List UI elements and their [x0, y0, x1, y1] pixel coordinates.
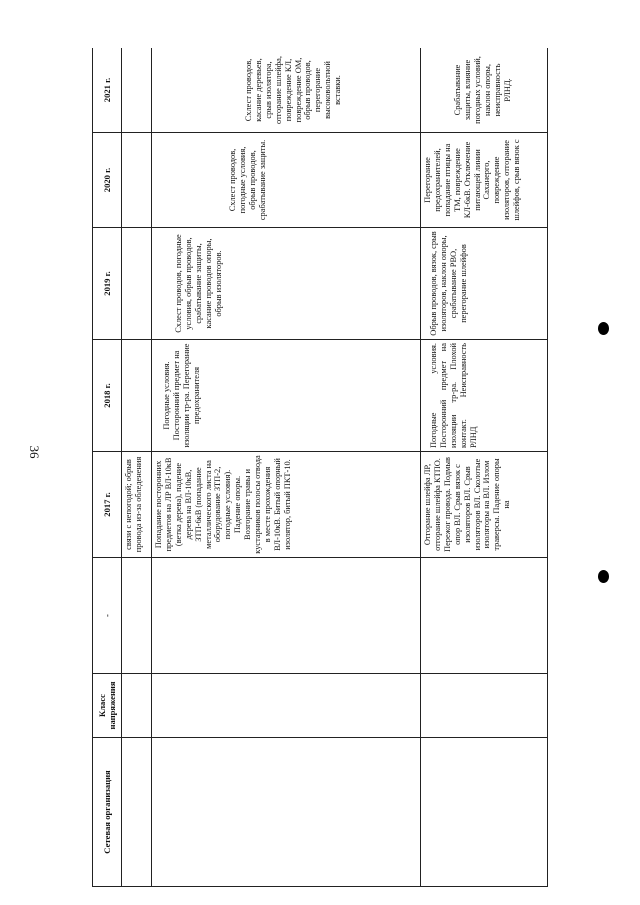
punch-hole-top — [598, 322, 609, 335]
table-row — [421, 48, 548, 887]
cell-2017: связи с непогодой; обрыв провода из-за обледенения — [122, 452, 152, 558]
header-2019: 2019 г. — [93, 228, 122, 340]
header-2018: 2018 г. — [93, 340, 122, 452]
cell-2018: Погодные условия. Посторонний предмет на изоляции тр-ра. Перегорание предохранителя — [152, 340, 421, 452]
header-2020: 2020 г. — [93, 133, 122, 228]
header-row — [93, 48, 122, 887]
cell-2020: Перегорание предохранителей, попадание птицы на ТМ, повреждение КЛ-6кВ. Отключение питающей линии Саханерго, повреждение изоляторов, отгорание шлейфов, срыв вязок с — [421, 133, 548, 228]
cell-2020: Схлест проводов, погодные условия, обрыв проводов, срабатывание защиты. — [152, 133, 421, 228]
cell-2021: Срабатывание защиты, влияние погодных условий, наклон опоры, неисправность РЛНД. — [421, 48, 548, 133]
cell-2017: Отгорание шлейфа ЛР, отгорание шлейфа КТПО. Пережог провода. Подмыв опор ВЛ. Срыв вязок с изоляторов ВЛ. Срыв изоляторов ВЛ. Сколотые изоляторы на ВЛ. Излом траверсы. Падение опоры на — [421, 452, 548, 558]
header-blank: - — [93, 558, 122, 674]
cell-2021: Схлест проводов, касание деревьев, срыв изолятора, отгорание шлейфа, повреждение КЛ, повреждение ОМ, обрыв проводов, перегорание высоковольтной вставки. — [152, 48, 421, 133]
header-voltage-class: Класс напряжения — [93, 674, 122, 738]
cell-2019: Схлест проводов, погодные условия, обрыв проводов, срабатывание защиты, касание проводов опоры, обрыв изоляторов. — [152, 228, 421, 340]
cell-2017: Попадание посторонних предметов на ЛР ВЛ-10кВ (ветка дерева), падение дерева на ВЛ-10кВ, ЗТП-6кВ (попадание металлического листа на оборудование ЗТП-2, погодные условия). Падение опоры. Возгорание травы и кустарников полосы отвода в месте прохождения ВЛ-10кВ. Битый опорный изолятор, битый ПКТ-10. — [152, 452, 421, 558]
rotated-table-frame — [92, 48, 548, 887]
table-row — [152, 48, 421, 887]
header-org: Сетевая организация — [93, 738, 122, 887]
cell-2018: Погодные условия. Посторонний предмет на изоляции тр-ра. Плохой контакт. Неисправность РЛНД — [421, 340, 548, 452]
table-row — [122, 48, 152, 887]
cell-2019: Обрыв проводов, вязок, срыв изоляторов, наклон опоры, срабатывание РВО, перегорание шлейфов — [421, 228, 548, 340]
incident-causes-table — [92, 48, 548, 887]
punch-hole-bottom — [598, 570, 609, 583]
header-2021: 2021 г. — [93, 48, 122, 133]
page-number: 36 — [27, 445, 42, 459]
header-2017: 2017 г. — [93, 452, 122, 558]
